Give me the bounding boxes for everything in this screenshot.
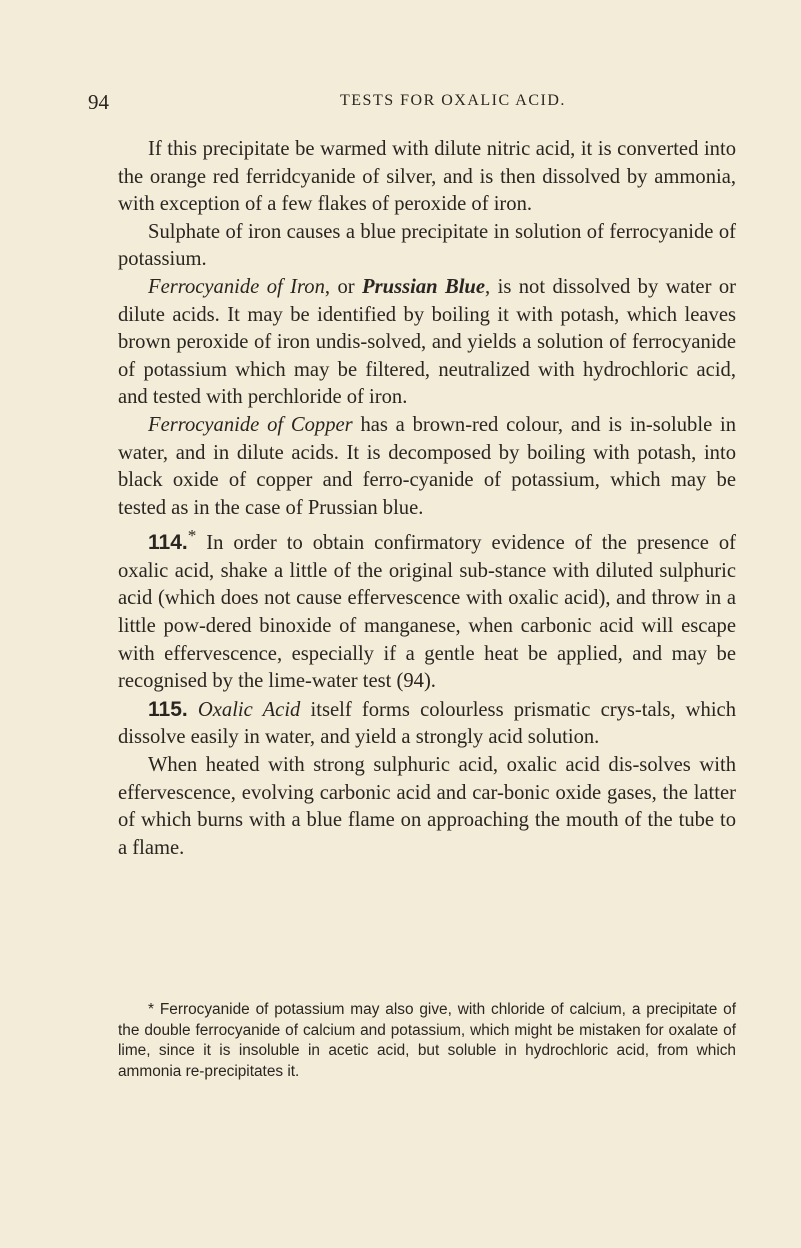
paragraph-section-114 <box>118 522 736 695</box>
paragraph-text: In order to obtain confirmatory evidence of the presence of oxalic acid, shake a little of the original sub-stance with diluted sulphuric acid (which does not cause effervescence with oxalic acid), and throw in a little pow-dered binoxide of manganese, when carbonic acid will escape with effervescence, especially if a gentle heat be applied, and may be recognised by the lime-water test (94). <box>118 532 736 693</box>
paragraph-ferrocyanide-of-iron <box>118 274 736 412</box>
paragraph-precipitate-warmed: If this precipitate be warmed with dilute nitric acid, it is converted into the orange red ferridcyanide of silver, and is then dissolved by ammonia, with exception of a few flakes of peroxide of iron. <box>118 138 736 216</box>
paragraph-heated-with-sulphuric: When heated with strong sulphuric acid, oxalic acid dis-solves with effervescence, evolving carbonic acid and car-bonic oxide gases, the latter of which burns with a blue flame on approaching the mouth of the tube to a flame. <box>118 753 736 859</box>
body-text <box>118 136 736 862</box>
footnote-marker: * <box>148 1001 154 1018</box>
term-prussian-blue: Prussian Blue <box>362 275 486 298</box>
page-number: 94 <box>88 90 109 114</box>
running-head <box>88 90 728 114</box>
section-number-115: 115. <box>148 697 188 721</box>
footnote-body: Ferrocyanide of potassium may also give, with chloride of calcium, a precipitate of the double ferrocyanide of calcium and potassium, which might be mistaken for oxalate of lime, since it is insoluble in acetic acid, but soluble in hydrochloric acid, from which ammonia re-precipitates it. <box>118 1001 736 1080</box>
paragraph-section-115 <box>118 696 736 752</box>
paragraph-text: , is not dissolved by water or dilute acids. It may be identified by boiling it with potash, which leaves brown peroxide of iron undis-solved, and yields a solution of ferrocyanide of potassium which may be filtered, neutralized with hydrochloric acid, and tested with perchloride of iron. <box>118 275 736 409</box>
paragraph-text: itself forms colourless prismatic crys-tals, which dissolve easily in water, and yield a strongly acid solution. <box>118 698 736 749</box>
section-number-114: 114. <box>148 531 188 555</box>
footnote-marker: * <box>187 526 197 546</box>
paragraph-text: has a brown-red colour, and is in-soluble in water, and in dilute acids. It is decomposed by boiling with potash, into black oxide of copper and ferro-cyanide of potassium, which may be tested as in the case of Prussian blue. <box>118 413 737 519</box>
paragraph-ferrocyanide-of-copper <box>118 412 736 522</box>
term-connector: , or <box>324 275 363 298</box>
term-oxalic-acid: Oxalic Acid <box>197 698 301 721</box>
footnote <box>118 1000 736 1082</box>
footnote-text <box>118 1000 736 1082</box>
running-title: TESTS FOR OXALIC ACID. <box>340 92 566 109</box>
paragraph-sulphate-of-iron: Sulphate of iron causes a blue precipitate in solution of ferrocyanide of potassium. <box>118 220 736 271</box>
term-ferrocyanide-of-copper: Ferrocyanide of Copper <box>148 413 353 436</box>
term-ferrocyanide-of-iron: Ferrocyanide of Iron <box>148 275 325 298</box>
